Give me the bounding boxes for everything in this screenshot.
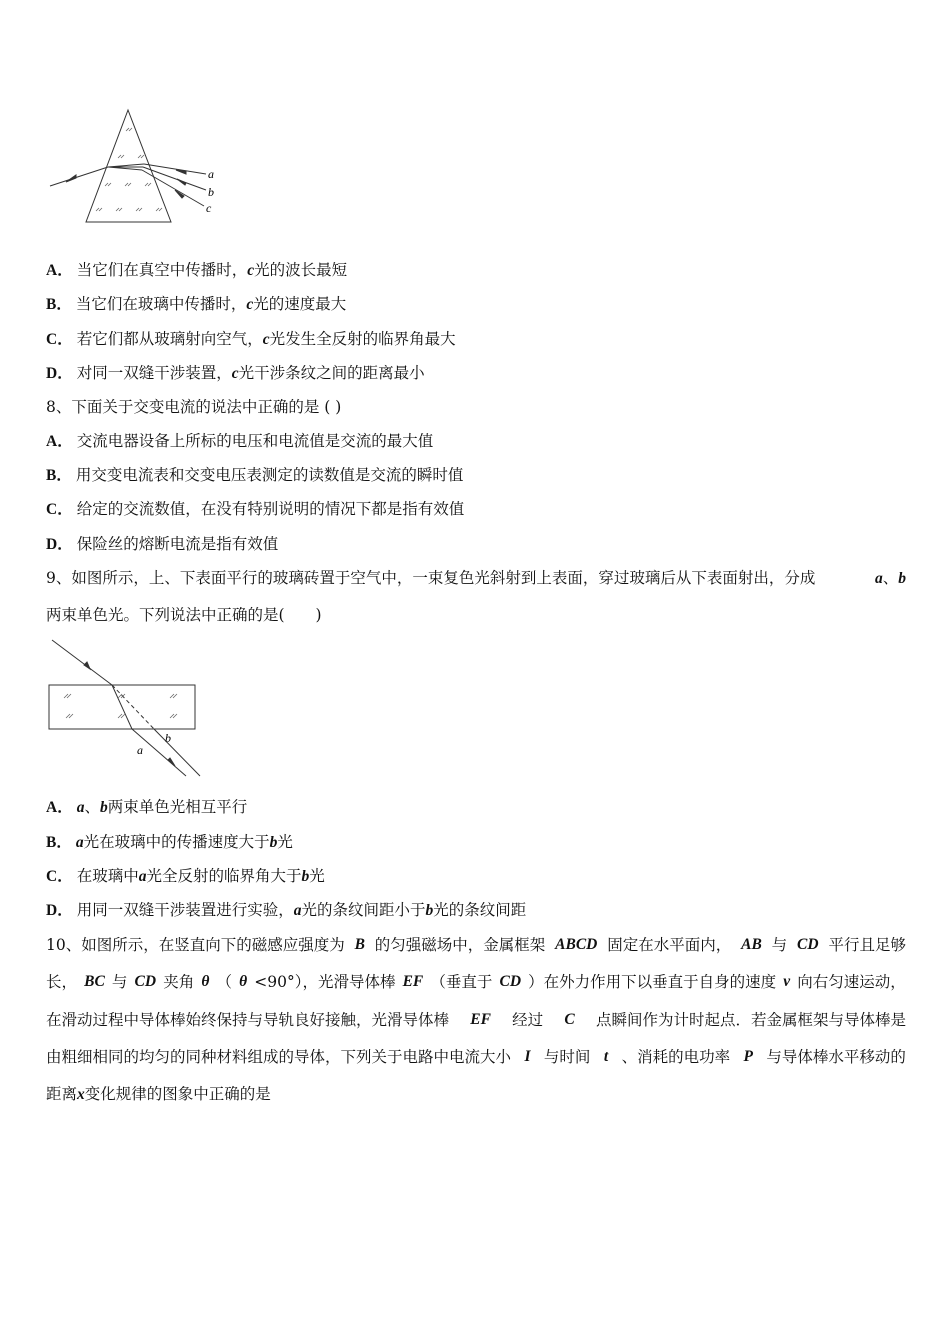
ray-label-b: b xyxy=(165,731,171,745)
q7-option-b: B． 当它们在玻璃中传播时，c光的速度最大 xyxy=(46,295,347,313)
ray-label-a: a xyxy=(137,743,143,757)
q9-option-b: B． a光在玻璃中的传播速度大于b光 xyxy=(46,833,293,851)
q7-option-a: A． 当它们在真空中传播时，c光的波长最短 xyxy=(46,261,348,279)
ray-label-b: b xyxy=(208,185,214,199)
ray-label-c: c xyxy=(206,201,212,215)
q7-option-d: D． 对同一双缝干涉装置，c光干涉条纹之间的距离最小 xyxy=(46,364,425,382)
q9-option-c: C． 在玻璃中a光全反射的临界角大于b光 xyxy=(46,867,325,885)
q9-option-a: A． a、b两束单色光相互平行 xyxy=(46,798,248,816)
q9-stem-line1: 9、如图所示，上、下表面平行的玻璃砖置于空气中，一束复色光斜射到上表面，穿过玻璃后从下表面射出，分成 a、b xyxy=(46,569,906,587)
q8-stem: 8、下面关于交变电流的说法中正确的是 ( ) xyxy=(46,398,342,416)
q9-stem-line2: 两束单色光。下列说法中正确的是( ) xyxy=(46,606,322,624)
q7-option-c: C． 若它们都从玻璃射向空气，c光发生全反射的临界角最大 xyxy=(46,330,456,348)
glass-slab-figure xyxy=(46,636,216,780)
q8-option-c: C． 给定的交流数值，在没有特别说明的情况下都是指有效值 xyxy=(46,500,465,518)
q9-option-d: D． 用同一双缝干涉装置进行实验，a光的条纹间距小于b光的条纹间距 xyxy=(46,901,527,919)
prism-figure xyxy=(46,104,226,228)
q8-option-d: D． 保险丝的熔断电流是指有效值 xyxy=(46,535,279,553)
q10-line4: 由粗细相同的均匀的同种材料组成的导体，下列关于电路中电流大小 I 与时间 t 、消耗的电功率 P 与导体棒水平移动的 xyxy=(46,1048,906,1066)
q10-line2: 长， BC 与 CD 夹角 θ （ θ <90°），光滑导体棒 EF （垂直于 CD ）在外力作用下以垂直于自身的速度 v 向右匀速运动， xyxy=(46,973,906,991)
q8-option-b: B． 用交变电流表和交变电压表测定的读数值是交流的瞬时值 xyxy=(46,466,464,484)
q10-line1: 10、如图所示，在竖直向下的磁感应强度为 B 的匀强磁场中，金属框架 ABCD 固定在水平面内， AB 与 CD 平行且足够 xyxy=(46,936,906,954)
q8-option-a: A． 交流电器设备上所标的电压和电流值是交流的最大值 xyxy=(46,432,434,450)
ray-label-a: a xyxy=(208,167,214,181)
q10-line3: 在滑动过程中导体棒始终保持与导轨良好接触，光滑导体棒 EF 经过 C 点瞬间作为计时起点．若金属框架与导体棒是 xyxy=(46,1011,906,1029)
q10-line5: 距离x变化规律的图象中正确的是 xyxy=(46,1085,271,1103)
